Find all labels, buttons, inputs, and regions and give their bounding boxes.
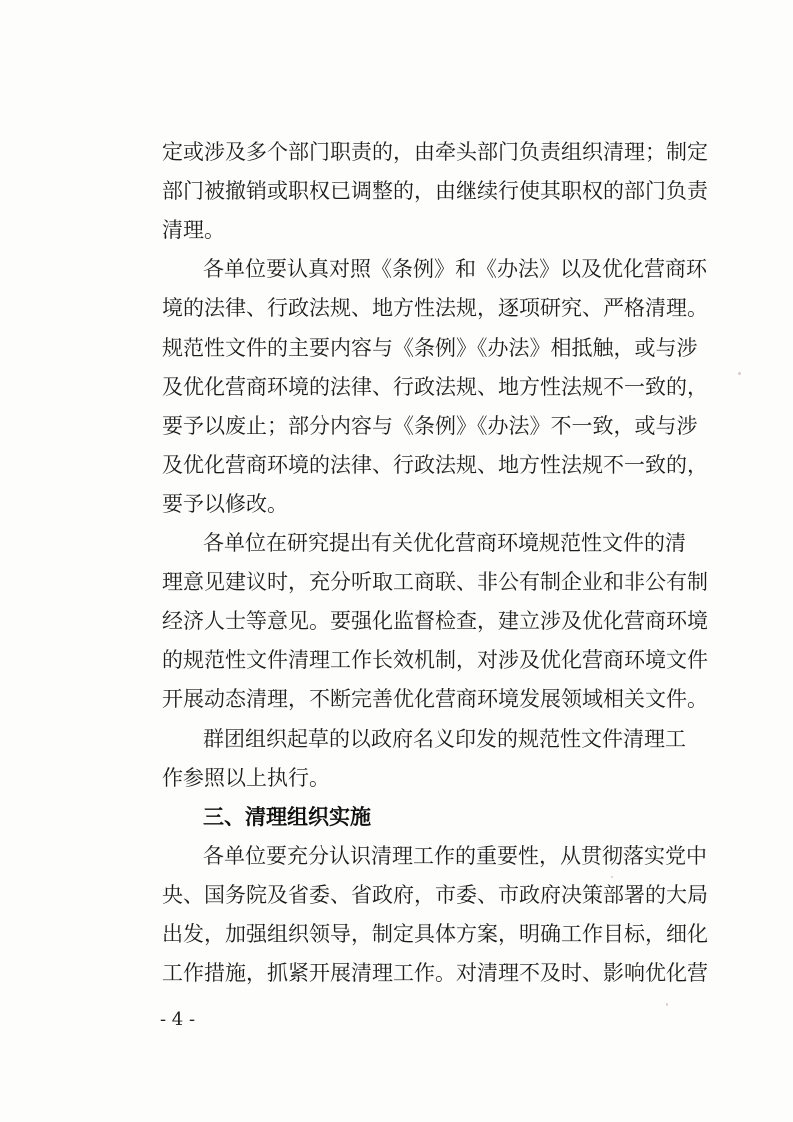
paragraph-line: 境的法律、行政法规、地方性法规，逐项研究、严格清理。 [162,296,708,321]
scan-speck [738,372,741,375]
paragraph-line: 及优化营商环境的法律、行政法规、地方性法规不一致的， [162,452,708,477]
paragraph-line: 开展动态清理，不断完善优化营商环境发展领域相关文件。 [162,687,708,712]
page-number: - 4 - [160,1009,196,1030]
paragraph-first-line: 各单位在研究提出有关优化营商环境规范性文件的清 [203,531,686,555]
paragraph-line: 出发，加强组织领导，制定具体方案，明确工作目标，细化 [162,922,708,946]
scan-speck [666,1003,668,1006]
paragraph-line: 的规范性文件清理工作长效机制，对涉及优化营商环境文件 [162,648,708,673]
paragraph-line: 要予以修改。 [162,491,288,516]
paragraph-line: 定或涉及多个部门职责的，由牵头部门负责组织清理；制定 [162,140,708,164]
scan-speck [611,876,613,878]
paragraph-line: 部门被撤销或职权已调整的，由继续行使其职权的部门负责 [162,179,708,204]
paragraph-line: 清理。 [162,218,225,243]
section-heading: 三、清理组织实施 [203,804,371,829]
paragraph-line: 经济人士等意见。要强化监督检查，建立涉及优化营商环境 [162,609,708,634]
paragraph-line: 作参照以上执行。 [162,765,330,790]
paragraph-line: 工作措施，抓紧开展清理工作。对清理不及时、影响优化营 [162,961,708,986]
paragraph-line: 理意见建议时，充分听取工商联、非公有制企业和非公有制 [162,570,708,595]
paragraph-first-line: 群团组织起草的以政府名义印发的规范性文件清理工 [203,726,686,751]
paragraph-line: 及优化营商环境的法律、行政法规、地方性法规不一致的， [162,374,708,399]
paragraph-first-line: 各单位要充分认识清理工作的重要性，从贯彻落实党中 [203,843,707,868]
paragraph-first-line: 各单位要认真对照《条例》和《办法》以及优化营商环 [203,257,707,282]
paragraph-line: 规范性文件的主要内容与《条例》《办法》相抵触，或与涉 [162,335,698,360]
paragraph-line: 要予以废止；部分内容与《条例》《办法》不一致，或与涉 [162,413,698,438]
paragraph-line: 央、国务院及省委、省政府，市委、市政府决策部署的大局 [162,882,708,907]
